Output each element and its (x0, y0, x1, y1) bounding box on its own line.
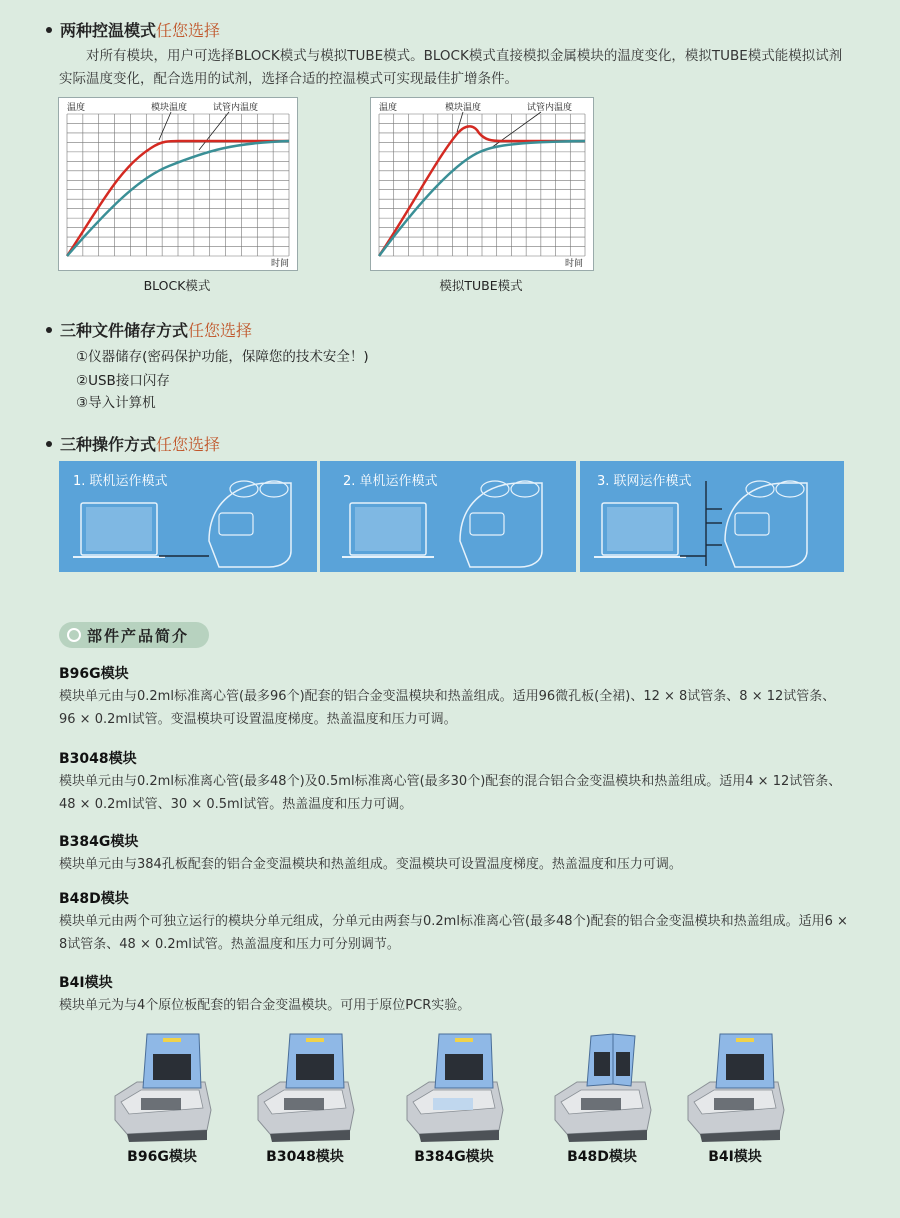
tube-mode-caption: 模拟TUBE模式 (439, 278, 523, 293)
product-caption: B4I模块 (708, 1149, 762, 1165)
module-name: B384G模块 (59, 834, 139, 850)
product-caption: B384G模块 (414, 1149, 494, 1165)
chart-ylabel: 温度 (379, 103, 398, 113)
chart-xlabel: 时间 (565, 259, 584, 269)
operation-title-accent: 任您选择 (156, 435, 221, 454)
temp-modes-title-text: 两种控温模式 (60, 21, 157, 40)
parts-title: 部件产品简介 (87, 626, 190, 645)
product-images-row (110, 1030, 890, 1180)
instrument-module-image (107, 1030, 217, 1142)
temp-modes-desc: 对所有模块，用户可选择BLOCK模式与模拟TUBE模式。BLOCK模式直接模拟金属模块的温度变化，模拟TUBE模式能模拟试剂实际温度变化，配合选用的试剂，选择合适的控温模式可实现最佳扩增条件。 (59, 48, 843, 87)
product-card (250, 1030, 360, 1166)
bullet-icon (46, 441, 52, 447)
chart-xlabel: 时间 (271, 259, 290, 269)
module-desc: 模块单元由与384孔板配套的铝合金变温模块和热盖组成。变温模块可设置温度梯度。热盖温度和压力可调。 (59, 857, 682, 872)
tube-temp-label: 试管内温度 (527, 103, 573, 113)
bullet-icon (46, 27, 52, 33)
storage-title (46, 318, 252, 341)
product-card (399, 1030, 509, 1166)
block-temp-label: 模块温度 (445, 103, 482, 113)
tube-mode-chart-svg (371, 98, 593, 270)
module-desc: 模块单元由两个可独立运行的模块分单元组成，分单元由两套与0.2ml标准离心管(最多48个)配套的铝合金变温模块和热盖组成。适用6 × 8试管条、48 × 0.2ml试管。热盖温度和压力可分别调节。 (59, 914, 848, 952)
block-mode-caption: BLOCK模式 (143, 278, 211, 293)
tube-pointer (199, 112, 229, 150)
mode-label: 3. 联网运作模式 (597, 474, 692, 489)
block-temp-label: 模块温度 (151, 103, 188, 113)
operation-title-text: 三种操作方式 (60, 435, 157, 454)
instrument-module-image (680, 1030, 790, 1142)
module-desc: 模块单元由与0.2ml标准离心管(最多96个)配套的铝合金变温模块和热盖组成。适用96微孔板(全裙)、12 × 8试管条、8 × 12试管条、96 × 0.2ml试管。变温模块可设置温度梯度。热盖温度和压力可调。 (59, 689, 836, 727)
module-name: B96G模块 (59, 666, 129, 682)
instrument-icon (209, 483, 291, 567)
block-mode-chart (58, 97, 298, 271)
chart-grid (67, 114, 289, 256)
block-pointer (159, 112, 171, 140)
product-card (547, 1030, 657, 1166)
product-caption: B48D模块 (567, 1149, 637, 1165)
circle-icon (67, 628, 81, 642)
laptop-instrument-illustration (59, 461, 317, 572)
mode-panel-network (580, 461, 844, 572)
module-name: B3048模块 (59, 751, 137, 767)
parts-title-pill (59, 622, 209, 648)
bullet-icon (46, 327, 52, 333)
instrument-module-image (399, 1030, 509, 1142)
module-desc: 模块单元为与4个原位板配套的铝合金变温模块。可用于原位PCR实验。 (59, 998, 471, 1013)
product-caption: B96G模块 (127, 1149, 197, 1165)
instrument-module-image (250, 1030, 360, 1142)
module-name: B4I模块 (59, 975, 113, 991)
mode-panel-online (59, 461, 317, 572)
mode-panel-standalone (320, 461, 576, 572)
laptop-instrument-illustration (320, 461, 576, 572)
chart-ylabel: 温度 (67, 103, 86, 113)
tube-mode-chart (370, 97, 594, 271)
storage-item: ①仪器储存(密码保护功能，保障您的技术安全！) (76, 349, 369, 365)
module-desc: 模块单元由与0.2ml标准离心管(最多48个)及0.5ml标准离心管(最多30个)配套的混合铝合金变温模块和热盖组成。适用4 × 12试管条、48 × 0.2ml试管、30 × 0.5ml试管。热盖温度和压力可调。 (59, 774, 842, 812)
product-card (680, 1030, 790, 1166)
temp-modes-title-accent: 任您选择 (156, 21, 221, 40)
instrument-icon (460, 483, 542, 567)
instrument-module-image (547, 1030, 657, 1142)
operation-title (46, 432, 220, 455)
instrument-icon (725, 483, 807, 567)
storage-item: ②USB接口闪存 (76, 373, 170, 389)
network-lines (680, 481, 722, 566)
mode-label: 1. 联机运作模式 (73, 474, 168, 489)
block-mode-chart-svg (59, 98, 297, 270)
mode-label: 2. 单机运作模式 (343, 474, 438, 489)
storage-title-text: 三种文件储存方式 (60, 321, 189, 340)
module-name: B48D模块 (59, 891, 129, 907)
laptop-instrument-illustration (580, 461, 844, 572)
temp-modes-title (46, 18, 220, 41)
tube-temp-label: 试管内温度 (213, 103, 259, 113)
storage-item: ③导入计算机 (76, 395, 156, 411)
product-caption: B3048模块 (266, 1149, 344, 1165)
product-card (107, 1030, 217, 1166)
storage-title-accent: 任您选择 (188, 321, 253, 340)
